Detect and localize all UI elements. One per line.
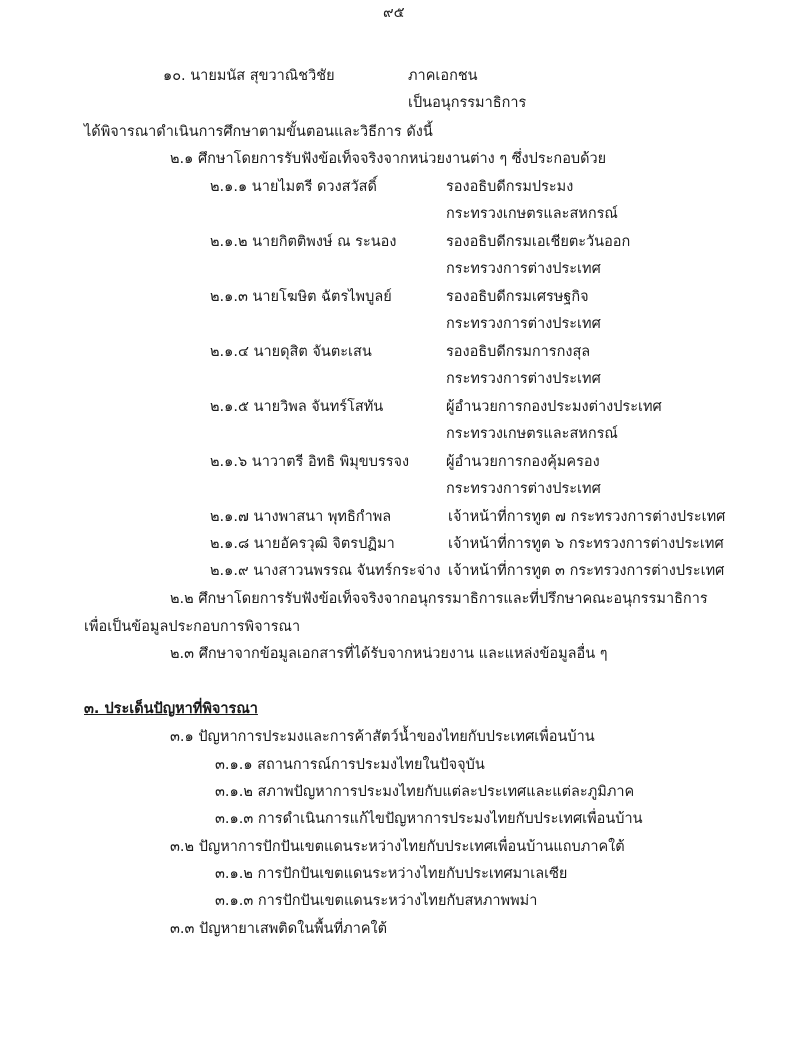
- section-2-2: ๒.๒ ศึกษาโดยการรับฟังข้อเท็จจริงจากอนุกรรมาธิการและที่ปรึกษาคณะอนุกรรมาธิการ: [170, 591, 708, 607]
- person-name: ๒.๑.๙ นางสาวนพรรณ จันทร์กระจ่าง: [210, 563, 441, 579]
- intro-paragraph: ได้พิจารณาดำเนินการศึกษาตามขั้นตอนและวิธีการ ดังนี้: [84, 124, 433, 140]
- person-position: ผู้อำนวยการกองประมงต่างประเทศ: [446, 399, 662, 415]
- person-position: เจ้าหน้าที่การทูต ๖ กระทรวงการต่างประเทศ: [448, 536, 724, 552]
- person-ministry: กระทรวงเกษตรและสหกรณ์: [446, 426, 618, 442]
- issue-3-2-2: ๓.๑.๓ การปักปันเขตแดนระหว่างไทยกับสหภาพพม่า: [215, 893, 538, 909]
- issue-3-3: ๓.๓ ปัญหายาเสพติดในพื้นที่ภาคใต้: [170, 921, 388, 937]
- issue-3-1-2: ๓.๑.๒ สภาพปัญหาการประมงไทยกับแต่ละประเทศและแต่ละภูมิภาค: [215, 784, 635, 800]
- person-position: รองอธิบดีกรมเอเชียตะวันออก: [446, 234, 631, 250]
- section-2-1-heading: ๒.๑ ศึกษาโดยการรับฟังข้อเท็จจริงจากหน่วยงานต่าง ๆ ซึ่งประกอบด้วย: [170, 151, 607, 167]
- person-position: เจ้าหน้าที่การทูต ๗ กระทรวงการต่างประเทศ: [448, 509, 726, 525]
- person-ministry: กระทรวงการต่างประเทศ: [446, 316, 601, 332]
- section-3-heading: ๓. ประเด็นปัญหาที่พิจารณา: [84, 701, 258, 717]
- issue-3-1-3: ๓.๑.๓ การดำเนินการแก้ไขปัญหาการประมงไทยกับประเทศเพื่อนบ้าน: [215, 811, 643, 827]
- issue-3-2: ๓.๒ ปัญหาการปักปันเขตแดนระหว่างไทยกับประเทศเพื่อนบ้านแถบภาคใต้: [170, 839, 625, 855]
- person-ministry: กระทรวงการต่างประเทศ: [446, 261, 601, 277]
- issue-3-1: ๓.๑ ปัญหาการประมงและการค้าสัตว์น้ำของไทยกับประเทศเพื่อนบ้าน: [170, 729, 595, 745]
- person-position: เจ้าหน้าที่การทูต ๓ กระทรวงการต่างประเทศ: [448, 563, 725, 579]
- page-number: ๙๕: [383, 5, 405, 21]
- issue-3-1-1: ๓.๑.๑ สถานการณ์การประมงไทยในปัจจุบัน: [215, 757, 485, 773]
- person-name: ๒.๑.๑ นายไมตรี ดวงสวัสดิ์: [210, 179, 377, 195]
- member-10-name: ๑๐. นายมนัส สุขวาณิชวิชัย: [163, 68, 335, 84]
- person-position: รองอธิบดีกรมเศรษฐกิจ: [446, 289, 589, 305]
- person-name: ๒.๑.๖ นาวาตรี อิทธิ พิมุขบรรจง: [210, 454, 410, 470]
- section-2-2-continued: เพื่อเป็นข้อมูลประกอบการพิจารณา: [84, 619, 301, 635]
- person-name: ๒.๑.๓ นายโฆษิต ฉัตรไพบูลย์: [210, 289, 392, 305]
- section-2-3: ๒.๓ ศึกษาจากข้อมูลเอกสารที่ได้รับจากหน่วยงาน และแหล่งข้อมูลอื่น ๆ: [170, 646, 608, 662]
- person-name: ๒.๑.๘ นายอัครวุฒิ จิตรปฏิมา: [210, 536, 395, 552]
- person-position: รองอธิบดีกรมประมง: [446, 179, 574, 195]
- member-10-role: ภาคเอกชน: [408, 68, 478, 84]
- person-position: รองอธิบดีกรมการกงสุล: [446, 344, 591, 360]
- person-ministry: กระทรวงเกษตรและสหกรณ์: [446, 206, 618, 222]
- person-name: ๒.๑.๗ นางพาสนา พุทธิกำพล: [210, 509, 392, 525]
- issue-3-2-1: ๓.๑.๒ การปักปันเขตแดนระหว่างไทยกับประเทศมาเลเซีย: [215, 866, 568, 882]
- person-position: ผู้อำนวยการกองคุ้มครอง: [446, 454, 600, 470]
- person-ministry: กระทรวงการต่างประเทศ: [446, 371, 601, 387]
- member-10-role-2: เป็นอนุกรรมาธิการ: [408, 95, 527, 111]
- person-name: ๒.๑.๒ นายกิตติพงษ์ ณ ระนอง: [210, 234, 397, 250]
- person-ministry: กระทรวงการต่างประเทศ: [446, 481, 601, 497]
- person-name: ๒.๑.๔ นายดุสิต จันตะเสน: [210, 344, 372, 360]
- person-name: ๒.๑.๕ นายวิพล จันทร์โสทัน: [210, 399, 384, 415]
